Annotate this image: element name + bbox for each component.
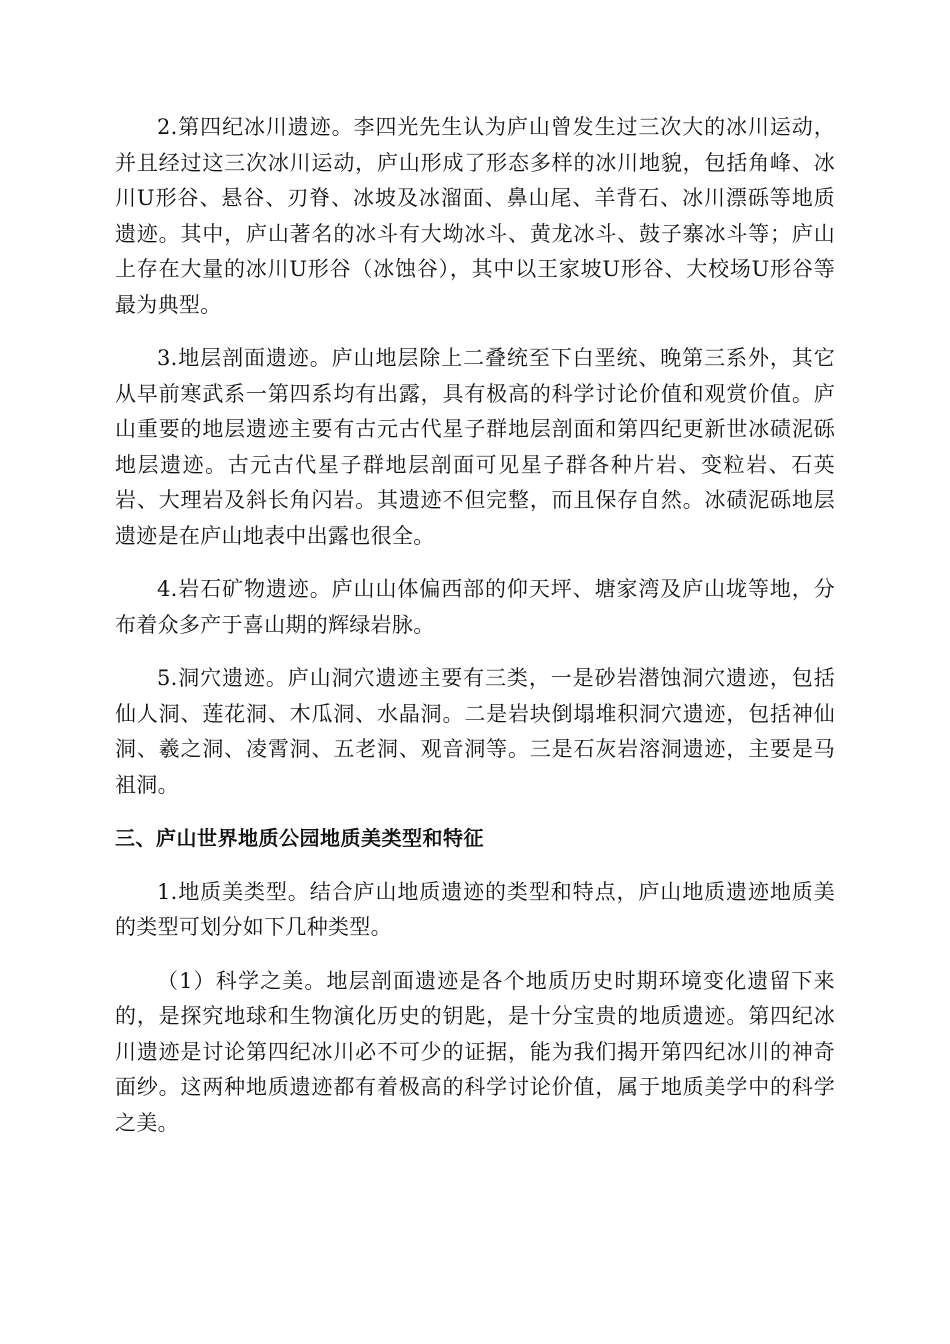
paragraph-strata-remains: 3.地层剖面遗迹。庐山地层除上二叠统至下白垩统、晚第三系外，其它从早前寒武系一第四系均有出露，具有极高的科学讨论价值和观赏价值。庐山重要的地层遗迹主要有古元古代星子群地层剖面和第四纪更新世冰碛泥砾地层遗迹。古元古代星子群地层剖面可见星子群各种片岩、变粒岩、石英岩、大理岩及斜长角闪岩。其遗迹不但完整，而且保存自然。冰碛泥砾地层遗迹是在庐山地表中出露也很全。 [115, 346, 835, 548]
section-heading: 三、庐山世界地质公园地质美类型和特征 [115, 826, 484, 850]
paragraph-glacier-remains: 2.第四纪冰川遗迹。李四光先生认为庐山曾发生过三次大的冰川运动，并且经过这三次冰川运动，庐山形成了形态多样的冰川地貌，包括角峰、冰川U形谷、悬谷、刃脊、冰坡及冰溜面、鼻山尾、羊背石、冰川漂砾等地质遗迹。其中，庐山著名的冰斗有大坳冰斗、黄龙冰斗、鼓子寨冰斗等；庐山上存在大量的冰川U形谷（冰蚀谷），其中以王家坡U形谷、大校场U形谷等最为典型。 [115, 115, 835, 317]
paragraph-beauty-types: 1.地质美类型。结合庐山地质遗迹的类型和特点，庐山地质遗迹地质美的类型可划分如下几种类型。 [115, 879, 835, 939]
document-body [115, 110, 835, 1159]
paragraph-cave-remains: 5.洞穴遗迹。庐山洞穴遗迹主要有三类，一是砂岩潜蚀洞穴遗迹，包括仙人洞、莲花洞、木瓜洞、水晶洞。二是岩块倒塌堆积洞穴遗迹，包括神仙洞、羲之洞、凌霄洞、五老洞、观音洞等。三是石灰岩溶洞遗迹，主要是马祖洞。 [115, 666, 835, 797]
paragraph-rock-mineral-remains: 4.岩石矿物遗迹。庐山山体偏西部的仰天坪、塘家湾及庐山垅等地，分布着众多产于喜山期的辉绿岩脉。 [115, 577, 835, 637]
paragraph-scientific-beauty: （1）科学之美。地层剖面遗迹是各个地质历史时期环境变化遗留下来的，是探究地球和生物演化历史的钥匙，是十分宝贵的地质遗迹。第四纪冰川遗迹是讨论第四纪冰川必不可少的证据，能为我们揭开第四纪冰川的神奇面纱。这两种地质遗迹都有着极高的科学讨论价值，属于地质美学中的科学之美。 [115, 968, 835, 1135]
